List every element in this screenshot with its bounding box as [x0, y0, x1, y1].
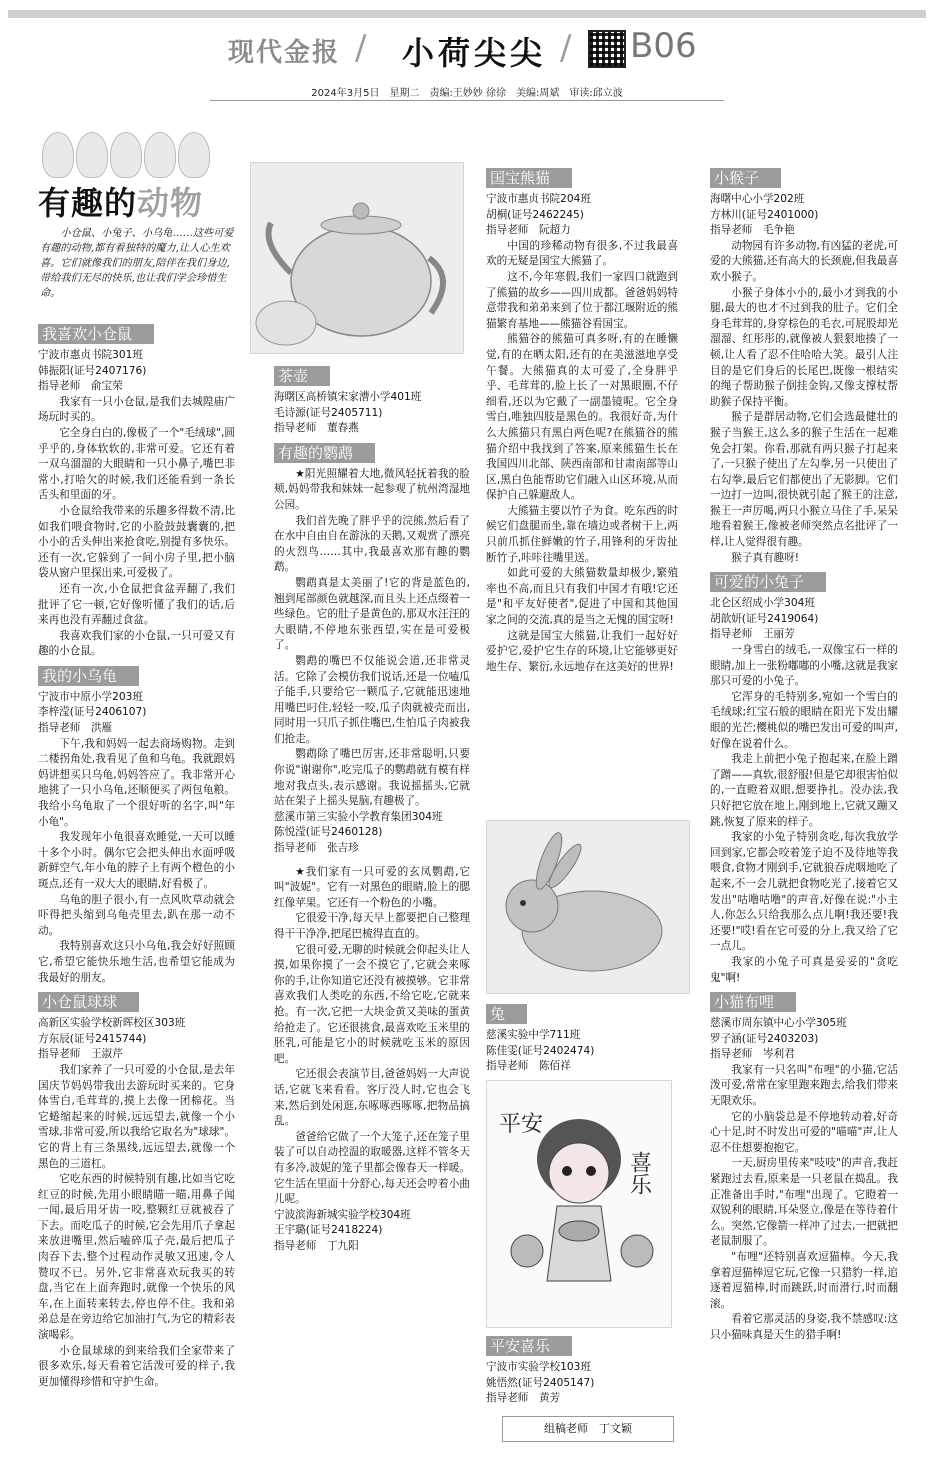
author: 韩振阳(证号2407176)	[38, 364, 147, 377]
signature-teacher: 指导老师 张吉珍	[274, 842, 359, 855]
author: 罗子涵(证号2403203)	[710, 1032, 819, 1045]
author: 方林川(证号2401000)	[710, 208, 819, 221]
paragraph: 它的小脑袋总是不停地转动着,好奇心十足,时不时发出可爱的"喵喵"声,让人忍不住想要抱抱它。	[710, 1110, 898, 1154]
section-heading: 我的小乌龟	[38, 666, 139, 686]
teacher: 指导老师 陈佰祥	[486, 1060, 571, 1073]
paragraph: 它很可爱,无聊的时候就会仰起头让人摸,如果你摸了一会不摸它了,它就会来啄你的手,让你知道它还没有被摸够。它非常喜欢我们人类吃的东西,不给它吃,它就来抢。有一次,它把一大块金黄又美味的蛋黄给抢走了。它还很挑食,最喜欢吃玉米里的胚乳,可能是它小的时候就吃玉米的原因吧。	[274, 943, 470, 1065]
teacher: 指导老师 阮超力	[486, 224, 571, 237]
teacher: 指导老师 毛争艳	[710, 224, 795, 237]
column-3	[486, 162, 678, 675]
rabbit-caption	[486, 998, 678, 1075]
school: 宁波市实验学校103班	[486, 1361, 591, 1373]
paragraph: 乌龟的胆子很小,有一点风吹草动就会吓得把头缩到乌龟壳里去,趴在那一动不动。	[38, 893, 235, 937]
column-1	[38, 318, 235, 1390]
paragraph: 如此可爱的大熊猫数量却极少,繁殖率也不高,而且只有我们中国才有哦!它还是"和平友好使者",促进了中国和其他国家之间的交流,真的是当之无愧的国宝呀!	[486, 567, 678, 627]
paragraph: 它浑身的毛特别多,宛如一个雪白的毛绒球;红宝石般的眼睛在阳光下发出耀眼的光芒;樱桃似的嘴巴发出可爱的叫声,好像在说着什么。	[710, 690, 898, 750]
paragraph: 鹦鹉的嘴巴不仅能说会道,还非常灵活。它除了会模仿我们说话,还是一位嗑瓜子能手,只要给它一颗瓜子,它就能迅速地用嘴巴叼住,轻轻一咬,瓜子肉就被壳而出,同时用一只爪子抓住嘴巴,生怕瓜子肉被我们抢走。	[274, 654, 470, 745]
paragraph: 猴子真有趣呀!	[731, 551, 799, 564]
section-heading: 平安喜乐	[486, 1336, 572, 1356]
drawing-text-left: 平安	[499, 1112, 544, 1137]
school: 慈溪市周东镇中心小学305班	[710, 1017, 847, 1030]
teacher: 指导老师 俞宝荣	[38, 380, 123, 393]
school: 宁波市惠贞书院204班	[486, 193, 591, 205]
signature-teacher: 指导老师 丁九阳	[274, 1239, 359, 1252]
paragraph: 还有一次,小仓鼠把食盆弄翻了,我们批评了它一顿,它好像听懂了我们的话,后来再也没有弄翻过食盆。	[38, 582, 235, 627]
editor-credit: 组稿老师 丁文颖	[502, 1416, 674, 1442]
paragraph: 一身雪白的绒毛,一双像宝石一样的眼睛,加上一张粉嘟嘟的小嘴,这就是我家那只可爱的小兔子。	[710, 644, 898, 688]
paragraph: ★阳光照耀着大地,微风轻抚着我的脸颊,妈妈带我和妹妹一起参观了杭州湾湿地公园。	[274, 467, 470, 511]
teacher: 指导老师 黄芳	[486, 1392, 561, 1405]
column-2	[274, 360, 470, 1254]
paragraph: 我发现年小龟很喜欢睡觉,一天可以睡十多个小时。偶尔它会把头伸出水面呼吸新鲜空气,年小龟的脖子上有两个橙色的小斑点,还有一双大大的眼睛,好看极了。	[38, 831, 235, 890]
paragraph: 一天,厨房里传来"吱吱"的声音,我赶紧跑过去看,原来是一只老鼠在捣乱。我正准备出手时,"布哩"出现了。它瞪着一双锐利的眼睛,耳朵竖立,像是在等待着什么。突然,它像箭一样冲了过去,一把就把老鼠制服了。	[710, 1157, 898, 1248]
drawing-caption	[486, 1330, 678, 1407]
paragraph: 我们首先晚了胖乎乎的浣熊,然后看了在水中自由自在游泳的天鹅,又观赏了漂亮的火烈鸟……其中,我最喜欢那有趣的鹦鹉。	[274, 514, 470, 574]
newspaper-name: 现代金报	[228, 38, 341, 68]
author: 李梓滢(证号2406107)	[38, 706, 147, 719]
teapot-drawing	[250, 162, 464, 354]
page-number: B06	[630, 26, 697, 66]
paragraph: 我家有一只小仓鼠,是我们去城隍庙广场玩时买的。	[38, 395, 235, 424]
divider-slash: /	[560, 28, 572, 68]
section-heading: 兔	[486, 1004, 527, 1024]
paragraph: 我家的小兔子可真是妥妥的"贪吃鬼"啊!	[710, 955, 898, 984]
signature-school: 慈溪市第三实验小学教育集团304班	[274, 810, 443, 823]
paragraph: 我喜欢我们家的小仓鼠,一只可爱又有趣的小仓鼠。	[38, 629, 235, 658]
paragraph: 爸爸给它做了一个大笼子,还在笼子里装了可以自动控温的取暖器,这样不管冬天有多冷,波妮的笼子里都会像春天一样暖。它生活在里面十分舒心,每天还会哼着小曲儿呢。	[274, 1130, 470, 1206]
paragraph: ★我们家有一只可爱的玄凤鹦鹉,它叫"波妮"。它有一对黑色的眼睛,脸上的腮红像苹果。它还有一个粉色的小嘴。	[274, 865, 470, 909]
page-title: 小荷尖尖	[402, 34, 547, 72]
author: 毛诗源(证号2405711)	[274, 406, 383, 419]
section-heading: 有趣的鹦鹉	[274, 443, 375, 463]
paragraph: 它很爱干净,每天早上都要把自己整理得干干净净,把尾巴梳得直直的。	[274, 912, 470, 940]
top-bar	[8, 10, 926, 18]
school: 海曙区高桥镇宋家漕小学401班	[274, 391, 422, 403]
peace-joy-drawing	[486, 1080, 672, 1328]
school: 宁波市中原小学203班	[38, 690, 143, 703]
qr-code-icon	[588, 30, 626, 68]
signature-author: 王宇璐(证号2418224)	[274, 1224, 383, 1237]
paragraph: 小仓鼠球球的到来给我们全家带来了很多欢乐,每天看着它活泼可爱的样子,我更加懂得珍惜和守护生命。	[38, 1344, 235, 1388]
paragraph: 它全身白白的,像极了一个"毛绒球",圆乎乎的,身体软软的,非常可爱。它还有着一双乌溜溜的大眼睛和一只小鼻子,嘴巴非常小,打哈欠的时候,我们还能看到一条长舌头和里面的牙。	[38, 426, 235, 502]
paragraph: 我家的小兔子特别贪吃,每次我放学回到家,它都会咬着笼子迫不及待地等我喂食,食物才刚到手,它就狼吞虎咽地吃了起来,不一会儿就把食物吃光了,接着它又发出"咕噜咕噜"的声音,好像在说:"小主人,你怎么只给我那么点儿啊!我还要!我还要!"哎!看在它可爱的分上,我又给了它一点儿。	[710, 831, 898, 953]
column-4	[710, 162, 898, 1344]
paragraph: 中国的珍稀动物有很多,不过我最喜欢的无疑是国宝大熊猫了。	[486, 239, 678, 268]
drawing-text-right: 喜乐	[626, 1151, 652, 1195]
signature-author: 陈悦滢(证号2460128)	[274, 826, 383, 839]
author: 陈佳雯(证号2402474)	[486, 1044, 595, 1057]
paragraph: "布哩"还特别喜欢逗猫棒。今天,我拿着逗猫棒逗它玩,它像一只猎豹一样,追逐着逗猫棒,时而跳跃,时而滑行,时而翻滚。	[710, 1251, 898, 1310]
teacher: 指导老师 王淑芹	[38, 1048, 123, 1061]
paragraph: 动物园有许多动物,有凶猛的老虎,可爱的大熊猫,还有高大的长颈鹿,但我最喜欢小猴子。	[710, 239, 898, 283]
school: 北仑区绍成小学304班	[710, 597, 815, 610]
paragraph: 鹦鹉除了嘴巴厉害,还非常聪明,只要你说"谢谢你",吃完瓜子的鹦鹉就有模有样地对我点头,表示感谢。我说摇摇头,它就站在架子上摇头晃脑,有趣极了。	[274, 748, 470, 808]
issue-info: 2024年3月5日 星期二 责编:王妙妙 徐徐 美编:周斌 审读:邱立波	[311, 88, 623, 99]
teacher: 指导老师 岑利君	[710, 1048, 795, 1061]
paragraph: 看着它那灵活的身姿,我不禁感叹:这只小猫味真是天生的猎手啊!	[710, 1313, 898, 1341]
school: 慈溪实验中学711班	[486, 1029, 581, 1041]
paragraph: 熊猫谷的熊猫可真多呀,有的在睡懒觉,有的在晒太阳,还有的在美滋滋地享受午餐。大熊猫真的太可爱了,全身胖乎乎、毛茸茸的,脸上长了一对黑眼圈,不仔细看,还以为它戴了一副墨镜呢。它全身雪白,唯独四肢是黑色的。我很好奇,为什么大熊猫只有黑白两色呢?在熊猫谷的熊猫介绍中我找到了答案,原来熊猫生长在我国四川北部、陕西南部和甘肃南部等山区,黑白色能帮助它们融入山区环境,从而保护自己躲避敌人。	[486, 333, 678, 502]
signature-school: 宁波滨海新城实验学校304班	[274, 1208, 411, 1221]
paragraph: 大熊猫主要以竹子为食。吃东西的时候它们盘腿而坐,靠在墙边或者树干上,两只前爪抓住鲜嫩的竹子,用锋利的牙齿扯断竹子,咔咔往嘴里送。	[486, 504, 678, 564]
teacher: 指导老师 洪雁	[38, 722, 113, 735]
masthead	[0, 26, 934, 76]
paragraph: 它吃东西的时候特别有趣,比如当它吃红豆的时候,先用小眼睛瞄一瞄,用鼻子闻一闻,最后用牙齿一咬,整颗红豆就被吞了下去。而吃瓜子的时候,它会先用爪子拿起来放进嘴里,然后嗑碎瓜子壳,最后把瓜子肉吞下去,整个过程动作灵敏又迅速,令人赞叹不已。另外,它非常喜欢玩我买的转盘,当它在上面奔跑时,就像一个快乐的风车,在上面转来转去,停也停不住。我和弟弟总是在旁边给它加油打气,为它的精彩表演喝彩。	[38, 1173, 235, 1342]
paragraph: 鹦鹉真是太美丽了!它的背是蓝色的,翘到尾部颜色就越深,而且头上还点缀着一些绿色。它的肚子是黄色的,那双水汪汪的大眼睛,不停地东张西望,实在是可爱极了。	[274, 576, 470, 652]
section-heading: 小猫布哩	[710, 992, 796, 1012]
paragraph: 它还很会表演节目,爸爸妈妈一大声说话,它就飞来看看。客厅没人时,它也会飞来,然后到处闲逛,东啄啄西啄啄,把物品搞乱。	[274, 1068, 470, 1128]
feature-intro: 小仓鼠、小兔子、小乌龟……这些可爱有趣的动物,都有着独特的魔力,让人心生欢喜。它们就像我们的朋友,陪伴在我们身边,带给我们无尽的快乐,也让我们学会珍惜生命。	[40, 228, 234, 299]
paragraph: 我走上前把小兔子抱起来,在脸上蹭了蹭——真软,很舒服!但是它却很害怕似的,一直瞪着双眼,想要挣扎。没办法,我只好把它放在地上,刚到地上,它就又蹦又跳,恢复了原来的样子。	[710, 753, 898, 828]
feature-title	[38, 178, 203, 224]
paragraph: 这不,今年寒假,我们一家四口就跑到了熊猫的故乡——四川成都。爸爸妈妈特意带我和弟弟来到了位于都江堰附近的熊猫繁育基地——熊猫谷看国宝。	[486, 270, 678, 330]
paragraph: 下午,我和妈妈一起去商场购物。走到二楼拐角处,我看见了鱼和乌龟。我就跟妈妈讲想买只乌龟,妈妈答应了。我非常开心地挑了一只小乌龟,还顺便买了两包龟粮。我给小乌龟取了一个很好听的名字,叫"年小龟"。	[38, 737, 235, 828]
paragraph: 这就是国宝大熊猫,让我们一起好好爱护它,爱护它生存的环境,让它能够更好地生存、繁衍,永远地存在这美好的世界!	[486, 629, 678, 673]
author: 方东辰(证号2415744)	[38, 1032, 147, 1045]
divider-slash: /	[355, 28, 367, 68]
paragraph: 我们家养了一只可爱的小仓鼠,是去年国庆节妈妈带我出去游玩时买来的。它身体雪白,毛茸茸的,摸上去像一团棉花。当它蜷缩起来的时候,远远望去,就像一个小雪球,非常可爱,所以我给它取名为"球球"。它的背上有三条黑线,远远望去,就像一个黑色的三道杠。	[38, 1063, 235, 1170]
divider	[210, 100, 724, 101]
section-heading: 国宝熊猫	[486, 168, 572, 188]
animals-illustration	[42, 132, 227, 182]
school: 海曙中心小学202班	[710, 193, 805, 205]
teacher: 指导老师 王丽芳	[710, 628, 795, 641]
feature-title-light: 动物	[137, 184, 204, 222]
paragraph: 小仓鼠给我带来的乐趣多得数不清,比如我们喂食物时,它的小脸鼓鼓囊囊的,把小小的舌头伸出来抢食吃,别提有多快乐。还有一次,它躲到了一间小房子里,把小脑袋从窗户里探出来,可爱极了。	[38, 504, 235, 580]
school: 宁波市惠贞书院301班	[38, 349, 143, 361]
rabbit-drawing	[486, 820, 690, 994]
teacher: 指导老师 董春燕	[274, 422, 359, 435]
section-heading: 小仓鼠球球	[38, 992, 139, 1012]
paragraph: 我特别喜欢这只小乌龟,我会好好照顾它,希望它能快乐地生活,也希望它能成为我最好的朋友。	[38, 940, 235, 984]
section-heading: 茶壶	[274, 366, 330, 386]
author: 胡桐(证号2462245)	[486, 208, 584, 221]
paragraph: 我家有一只名叫"布哩"的小猫,它活泼可爱,常常在家里跑来跑去,给我们带来无限欢乐。	[710, 1063, 898, 1108]
author: 姚悟然(证号2405147)	[486, 1376, 595, 1389]
section-heading: 小猴子	[710, 168, 781, 188]
paragraph: 小猴子身体小小的,最小才到我的小腿,最大的也才不过到我的肚子。它们全身毛茸茸的,身穿棕色的毛衣,可屁股却光溜溜、红彤彤的,就像被人狠狠地揍了一顿,让人看了忍不住哈哈大笑。最引人注目的是它们身后的长尾巴,既像一根结实的绳子帮助猴子倒挂金钩,又像支撑杖帮助猴子保持平衡。	[710, 286, 898, 408]
section-heading: 可爱的小兔子	[710, 572, 826, 592]
paragraph: 猴子是群居动物,它们会选最健壮的猴子当猴王,这么多的猴子生活在一起难免会打架。你看,那就有两只猴子打起来了,一只猴子使出了左勾拳,另一只使出了右勾拳,最后它们都使出了无影脚。它们一边打一边叫,很快就引起了猴王的注意,猴王一声厉喝,两只小猴立马住了手,呆呆地看着猴王,像被老师突然点名批评了一样,让人觉得很有趣。	[710, 411, 898, 549]
author: 胡歆妍(证号2419064)	[710, 612, 819, 625]
school: 高新区实验学校新晖校区303班	[38, 1017, 186, 1030]
feature-title-dark: 有趣的	[38, 184, 138, 222]
section-heading: 我喜欢小仓鼠	[38, 324, 154, 344]
